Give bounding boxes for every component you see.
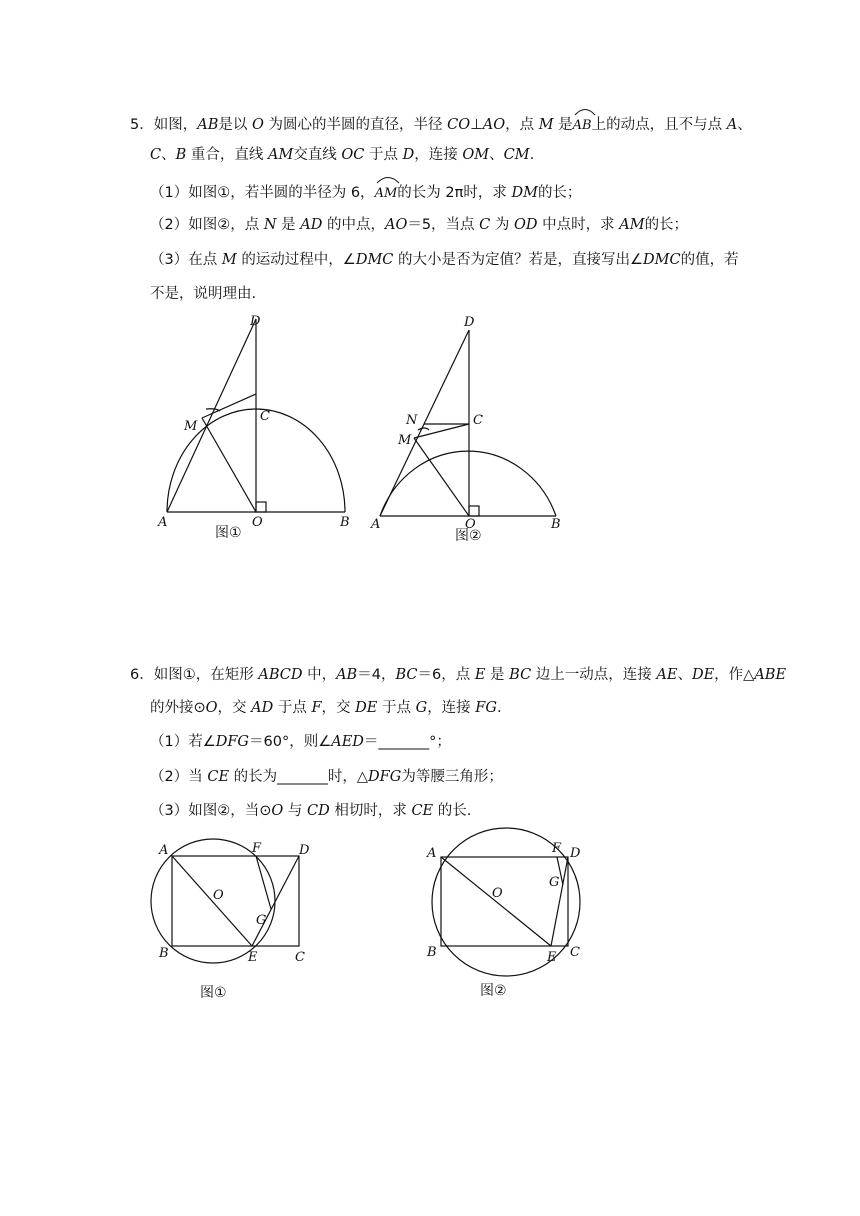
label-o: O: [492, 886, 503, 901]
var: B: [175, 147, 187, 163]
text: 中，: [307, 667, 337, 683]
var: F: [311, 700, 322, 716]
var: AE: [656, 667, 678, 683]
label-f: F: [552, 841, 562, 856]
label-e: E: [547, 950, 557, 965]
var: M: [221, 252, 237, 268]
label-b: B: [340, 515, 350, 530]
text: 为: [494, 217, 510, 233]
var: OD: [514, 217, 538, 233]
p6-figure-2: [420, 820, 600, 1010]
text: 重合，直线: [190, 147, 264, 163]
var: AO: [384, 217, 408, 233]
segment-mo: [414, 438, 469, 516]
text: ，点: [505, 117, 535, 133]
p6-line1: [130, 665, 786, 685]
label-g: G: [549, 875, 560, 890]
var: N: [263, 217, 277, 233]
text: 的长.: [437, 803, 472, 819]
var: C: [479, 217, 491, 233]
text: 的长为 2π时，求: [397, 185, 507, 201]
text: 是: [490, 667, 505, 683]
var: ABE: [754, 667, 787, 683]
var: G: [415, 700, 428, 716]
text: 交直线: [293, 147, 337, 163]
arc-am-notation: [375, 180, 398, 204]
p6-question3: [150, 801, 471, 821]
label-c: C: [570, 945, 580, 960]
arc-ab-notation: [573, 112, 592, 136]
text: ，交: [217, 700, 247, 716]
p6-figure-1: [145, 830, 335, 1010]
text: 是: [558, 117, 573, 133]
var: BC: [509, 667, 532, 683]
right-angle-mark: [469, 506, 479, 516]
arc-mark-icon: [573, 106, 597, 116]
text: 于点: [277, 700, 307, 716]
p5-question2: [150, 215, 688, 235]
label-c: C: [295, 950, 305, 965]
var: DFG: [368, 769, 402, 785]
p6-question1: [150, 732, 451, 752]
text: 的中点，: [326, 217, 385, 233]
text: 、: [161, 147, 176, 163]
right-angle-mark: [256, 502, 266, 512]
text: 的值，若: [680, 252, 739, 268]
text: 于点: [381, 700, 411, 716]
var: DMC: [355, 252, 394, 268]
p5-figure-2: [365, 310, 575, 560]
segment-de: [252, 856, 299, 946]
text: 的长为_______时，△: [233, 769, 369, 785]
var: DE: [691, 667, 715, 683]
var: AED: [331, 734, 364, 750]
var: E: [474, 667, 486, 683]
figure-caption: 图②: [455, 528, 482, 544]
label-m: M: [398, 433, 412, 448]
text: 是: [281, 217, 296, 233]
text: 是以: [218, 117, 248, 133]
text: ＝60°，则∠: [249, 734, 332, 750]
p6-line2: [150, 698, 502, 718]
label-o: O: [213, 888, 224, 903]
text: 为等腰三角形；: [401, 769, 503, 785]
var: A: [726, 117, 738, 133]
problem-number: 6．: [130, 667, 154, 683]
line-ad: [380, 330, 469, 516]
figure-caption: 图②: [480, 983, 507, 999]
figure-caption: 图①: [215, 525, 242, 541]
segment-ae: [172, 856, 252, 946]
text: ，连接: [414, 147, 458, 163]
var: FG: [475, 700, 497, 716]
text: 、: [489, 147, 504, 163]
label-n: N: [406, 413, 418, 428]
text: 、: [677, 667, 692, 683]
var: CE: [411, 803, 434, 819]
label-b: B: [427, 945, 437, 960]
rectangle-abcd: [172, 856, 299, 946]
p5-line2: [150, 145, 534, 165]
text: 的运动过程中，∠: [241, 252, 356, 268]
text: 的长；: [644, 217, 689, 233]
var: DM: [511, 185, 538, 201]
text: 上的动点，且不与点: [591, 117, 723, 133]
var: C: [150, 147, 162, 163]
var: AM: [374, 186, 398, 201]
segment-ae: [441, 857, 551, 946]
var: O: [251, 117, 264, 133]
segment-mc: [414, 424, 469, 438]
var: CM: [503, 147, 530, 163]
label-m: M: [184, 419, 198, 434]
text: ＝4，: [357, 667, 396, 683]
label-o: O: [465, 517, 476, 532]
text: 相切时，求: [334, 803, 407, 819]
label-d: D: [570, 846, 581, 861]
text: 不是，说明理由.: [150, 286, 257, 302]
arc-mark-icon: [375, 174, 401, 184]
text: 的长；: [537, 185, 582, 201]
segment-fg: [256, 856, 271, 909]
text: ＝_______°；: [363, 734, 451, 750]
var: O: [271, 803, 284, 819]
problem-number: 5．: [130, 117, 154, 133]
p5-question3: [150, 250, 739, 270]
text: ，交: [321, 700, 351, 716]
var: ABCD: [258, 667, 303, 683]
figure-caption: 图①: [200, 985, 227, 1001]
text: ，作△: [714, 667, 755, 683]
label-c: C: [473, 413, 483, 428]
text: （1）如图①，若半圆的半径为 6，: [150, 185, 375, 201]
rectangle-abcd: [441, 857, 568, 946]
text: 如图，: [153, 117, 198, 133]
label-e: E: [248, 950, 258, 965]
text: ，连接: [427, 700, 471, 716]
var: AD: [300, 217, 323, 233]
var: D: [402, 147, 415, 163]
text: （1）若∠: [150, 734, 216, 750]
text: （3）在点: [150, 252, 218, 268]
text: 、: [737, 117, 752, 133]
text: .: [529, 147, 535, 163]
var: BC: [395, 667, 418, 683]
text: 为圆心的半圆的直径，半径: [268, 117, 443, 133]
var: OC: [341, 147, 365, 163]
text: 于点: [369, 147, 399, 163]
var: M: [538, 117, 554, 133]
label-b: B: [551, 517, 561, 532]
var: CE: [207, 769, 230, 785]
p5-line1: [130, 112, 752, 136]
p5-question3-cont: [150, 284, 256, 304]
text: 与: [287, 803, 303, 819]
text: 中点时，求: [542, 217, 615, 233]
var: DE: [355, 700, 378, 716]
p5-figure-1: [150, 305, 360, 555]
label-a: A: [371, 517, 381, 532]
label-d: D: [464, 315, 475, 330]
label-d: D: [250, 314, 261, 329]
label-a: A: [158, 515, 168, 530]
var: DMC: [643, 252, 681, 268]
p5-question1: [150, 180, 581, 204]
p6-question2: [150, 767, 503, 787]
label-b: B: [159, 946, 169, 961]
text: ＝6，点: [417, 667, 471, 683]
var: DFG: [215, 734, 250, 750]
label-d: D: [299, 843, 310, 858]
angle-mark: [418, 428, 429, 430]
label-a: A: [159, 843, 169, 858]
text: ＝5，当点: [407, 217, 475, 233]
label-f: F: [252, 841, 262, 856]
text: 的大小是否为定值？若是，直接写出∠: [398, 252, 643, 268]
var: AO: [482, 117, 506, 133]
label-o: O: [252, 515, 263, 530]
var: AB: [336, 667, 358, 683]
text: 如图①，在矩形: [153, 667, 254, 683]
var: O: [205, 700, 218, 716]
label-c: C: [260, 409, 270, 424]
var: AB: [572, 118, 592, 133]
line-ad: [167, 319, 256, 512]
var: AM: [267, 147, 294, 163]
var: CD: [306, 803, 330, 819]
text: （2）当: [150, 769, 203, 785]
text: 边上一动点，连接: [535, 667, 652, 683]
segment-mo: [202, 418, 256, 512]
var: OM: [462, 147, 490, 163]
text: （3）如图②，当⊙: [150, 803, 272, 819]
text: .: [496, 700, 502, 716]
var: AB: [197, 117, 219, 133]
text: 的外接⊙: [150, 700, 206, 716]
perp-symbol: ⊥: [470, 117, 483, 133]
var: AM: [619, 217, 645, 233]
var: AD: [251, 700, 274, 716]
text: （2）如图②，点: [150, 217, 260, 233]
label-a: A: [427, 846, 437, 861]
label-g: G: [256, 913, 267, 928]
var: CO: [447, 117, 471, 133]
